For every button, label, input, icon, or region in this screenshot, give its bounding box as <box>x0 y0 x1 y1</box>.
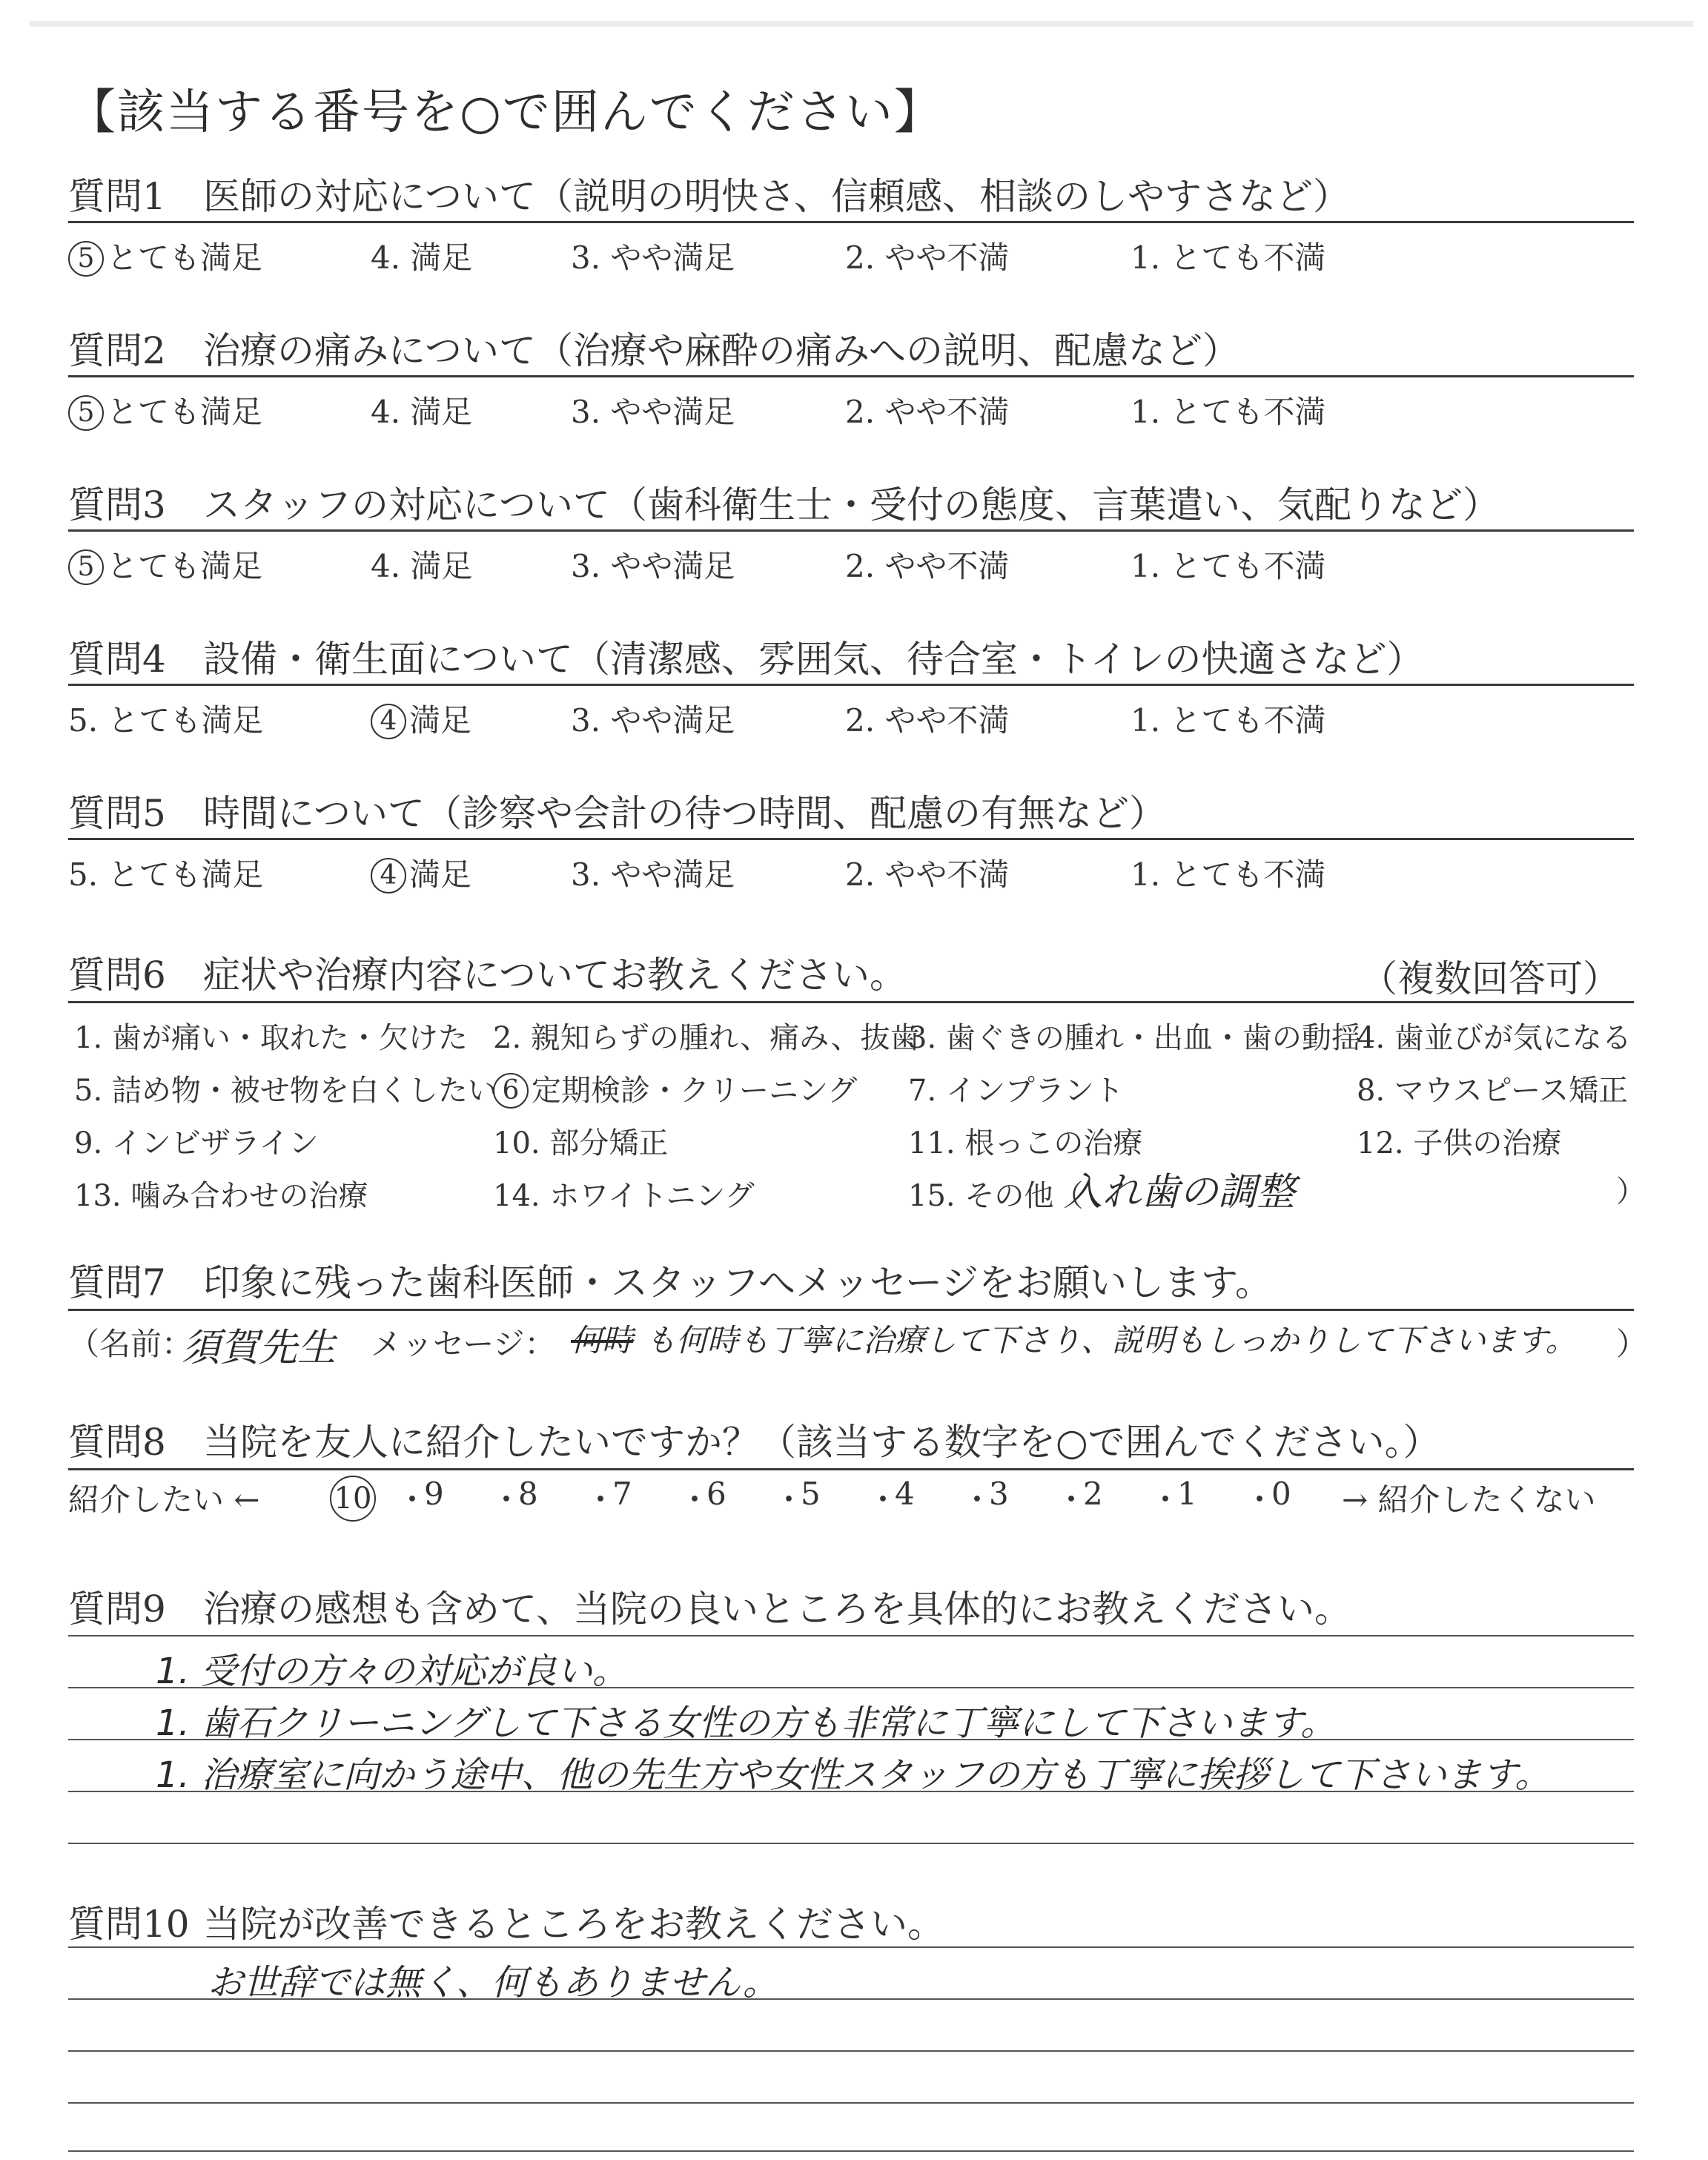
q10-line-1 <box>68 1946 1634 1948</box>
q8-scale-10 <box>330 1476 379 1522</box>
q9-answer-1: 1. 受付の方々の対応が良い。 <box>156 1651 629 1692</box>
q9-title <box>68 1579 1351 1633</box>
q5-text: 時間について（診察や会計の待つ時間、配慮の有無など） <box>203 792 1166 835</box>
q8-separator-dot: ・ <box>1244 1482 1276 1518</box>
q9-answer-2: 1. 歯石クリーニングして下さる女性の方も非常に丁寧にして下さいます。 <box>156 1702 1337 1744</box>
q9-line-1 <box>68 1635 1634 1636</box>
q6-other-answer: 入れ歯の調整 <box>1064 1170 1296 1215</box>
q4-label: 質問4 <box>68 638 166 681</box>
q5-label: 質問5 <box>68 792 166 835</box>
q1-option-text: とても満足 <box>107 240 263 276</box>
q6-label: 質問6 <box>68 954 166 997</box>
q6-option-4: 4. 歯並びが気になる <box>1357 1021 1632 1055</box>
q8-title <box>68 1413 1440 1466</box>
q2-text: 治療の痛みについて（治療や麻酔の痛みへの説明、配慮など） <box>203 329 1239 372</box>
q10-label: 質問10 <box>68 1903 190 1946</box>
q6-option-14: 14. ホワイトニング <box>493 1179 755 1213</box>
q7-message-struck: 何時 <box>571 1322 634 1358</box>
q10-line-4 <box>68 2102 1634 2104</box>
q8-scale-4: 4 <box>895 1476 915 1512</box>
q6-title <box>68 945 907 999</box>
q6-circle-mark: 6 <box>493 1073 529 1109</box>
q6-option-8: 8. マウスピース矯正 <box>1357 1074 1629 1108</box>
q4-option-text: 満足 <box>409 702 472 739</box>
q6-other-close: ） <box>1616 1175 1646 1209</box>
q1-option-1: 1. とても不満 <box>1131 240 1326 276</box>
q5-title <box>68 784 1166 837</box>
q1-option-3: 3. やや満足 <box>571 240 735 276</box>
q6-option-text: 定期検診・クリーニング <box>532 1074 858 1108</box>
q6-text: 症状や治療内容についてお教えください。 <box>203 954 907 997</box>
q3-option-4: 4. 満足 <box>371 548 473 584</box>
q5-circle-mark: 4 <box>371 858 406 894</box>
q6-option-1: 1. 歯が痛い・取れた・欠けた <box>74 1021 468 1055</box>
q4-rule <box>68 684 1634 686</box>
q3-option-3: 3. やや満足 <box>571 548 735 584</box>
q4-text: 設備・衛生面について（清潔感、雰囲気、待合室・トイレの快適さなど） <box>203 638 1424 681</box>
q6-option-10: 10. 部分矯正 <box>493 1126 669 1160</box>
q1-option-2: 2. やや不満 <box>845 240 1010 276</box>
q1-option-5 <box>68 234 262 278</box>
q5-option-5: 5. とても満足 <box>68 856 264 893</box>
q3-title <box>68 475 1500 529</box>
q8-scale-1: 1 <box>1177 1476 1197 1512</box>
q1-circle-mark: 5 <box>68 241 104 277</box>
q6-rule <box>68 1001 1634 1003</box>
q1-label: 質問1 <box>68 175 166 218</box>
q8-separator-dot: ・ <box>773 1482 805 1518</box>
q8-text: 当院を友人に紹介したいですか？（該当する数字を○で囲んでください。） <box>203 1421 1440 1464</box>
q8-scale-8: 8 <box>518 1476 538 1512</box>
q10-line-3 <box>68 2050 1634 2052</box>
q7-text: 印象に残った歯科医師・スタッフへメッセージをお願いします。 <box>203 1261 1272 1304</box>
q8-separator-dot: ・ <box>491 1482 523 1518</box>
q9-text: 治療の感想も含めて、当院の良いところを具体的にお教えください。 <box>203 1588 1351 1631</box>
page-title: 【該当する番号を○で囲んでください】 <box>68 85 943 140</box>
q5-option-4 <box>371 851 471 895</box>
q6-option-6 <box>493 1067 857 1109</box>
q9-answer-3: 1. 治療室に向かう途中、他の先生方や女性スタッフの方も丁寧に挨拶して下さいます。 <box>156 1754 1551 1796</box>
q4-option-2: 2. やや不満 <box>845 702 1010 739</box>
q8-scale-5: 5 <box>801 1476 821 1512</box>
top-border <box>30 21 1693 27</box>
q6-option-2: 2. 親知らずの腫れ、痛み、抜歯 <box>493 1021 920 1055</box>
q5-option-3: 3. やや満足 <box>571 856 735 893</box>
q4-option-4 <box>371 696 471 741</box>
q6-option-13: 13. 噛み合わせの治療 <box>74 1179 368 1213</box>
q3-text: スタッフの対応について（歯科衛生士・受付の態度、言葉遣い、気配りなど） <box>203 483 1500 526</box>
q10-line-5 <box>68 2150 1634 2152</box>
q8-right-label: → 紹介したくない <box>1342 1482 1596 1518</box>
q5-rule <box>68 838 1634 840</box>
q6-option-3: 3. 歯ぐきの腫れ・出血・歯の動揺 <box>908 1021 1361 1055</box>
q7-name-answer: 須賀先生 <box>182 1326 337 1370</box>
q2-option-2: 2. やや不満 <box>845 394 1010 430</box>
q2-option-3: 3. やや満足 <box>571 394 735 430</box>
q1-rule <box>68 221 1634 223</box>
q1-option-4: 4. 満足 <box>371 240 473 276</box>
q5-option-text: 満足 <box>409 856 472 893</box>
q6-option-7: 7. インプラント <box>908 1074 1124 1108</box>
q9-line-5 <box>68 1843 1634 1844</box>
q8-scale-6: 6 <box>706 1476 726 1512</box>
q7-title <box>68 1253 1272 1307</box>
q8-separator-dot: ・ <box>679 1482 711 1518</box>
q2-title <box>68 321 1239 374</box>
q8-scale-3: 3 <box>989 1476 1009 1512</box>
q3-option-text: とても満足 <box>107 548 263 584</box>
q8-circle-mark: 10 <box>330 1476 376 1522</box>
q1-text: 医師の対応について（説明の明快さ、信頼感、相談のしやすさなど） <box>203 175 1350 218</box>
q3-circle-mark: 5 <box>68 549 104 585</box>
q8-scale-9: 9 <box>424 1476 444 1512</box>
q10-title <box>68 1895 944 1948</box>
q2-circle-mark: 5 <box>68 395 104 431</box>
q5-option-2: 2. やや不満 <box>845 856 1010 893</box>
q5-option-1: 1. とても不満 <box>1131 856 1326 893</box>
q8-scale-7: 7 <box>612 1476 632 1512</box>
q8-scale-2: 2 <box>1083 1476 1103 1512</box>
q4-circle-mark: 4 <box>371 704 406 739</box>
q8-separator-dot: ・ <box>585 1482 617 1518</box>
q2-label: 質問2 <box>68 329 166 372</box>
q6-option-12: 12. 子供の治療 <box>1357 1126 1562 1160</box>
q2-option-4: 4. 満足 <box>371 394 473 430</box>
q6-option-11: 11. 根っこの治療 <box>908 1126 1143 1160</box>
q2-option-5 <box>68 388 262 432</box>
q7-close: ） <box>1616 1326 1648 1362</box>
q3-option-5 <box>68 542 262 587</box>
q8-rule <box>68 1468 1634 1470</box>
q8-separator-dot: ・ <box>1150 1482 1182 1518</box>
q1-title <box>68 167 1350 220</box>
q9-label: 質問9 <box>68 1588 166 1631</box>
q8-separator-dot: ・ <box>397 1482 428 1518</box>
q4-title <box>68 630 1424 683</box>
q7-message-label: メッセージ： <box>371 1326 556 1362</box>
q7-name-label: （名前： <box>68 1326 193 1362</box>
q8-label: 質問8 <box>68 1421 166 1464</box>
q4-option-3: 3. やや満足 <box>571 702 735 739</box>
q8-left-label: 紹介したい ← <box>68 1482 260 1518</box>
q8-scale-0: 0 <box>1271 1476 1291 1512</box>
q10-answer-1: お世辞では無く、何もありません。 <box>208 1962 778 2004</box>
q7-label: 質問7 <box>68 1261 166 1304</box>
q8-separator-dot: ・ <box>1056 1482 1088 1518</box>
q8-separator-dot: ・ <box>961 1482 993 1518</box>
q2-rule <box>68 375 1634 377</box>
q2-option-text: とても満足 <box>107 394 263 430</box>
q3-rule <box>68 529 1634 532</box>
q4-option-5: 5. とても満足 <box>68 702 264 739</box>
q7-message-answer: も何時も丁寧に治療して下さり、説明もしっかりして下さいます。 <box>645 1322 1577 1358</box>
q4-option-1: 1. とても不満 <box>1131 702 1326 739</box>
q3-label: 質問3 <box>68 483 166 526</box>
q7-rule <box>68 1309 1634 1311</box>
q6-option-5: 5. 詰め物・被せ物を白くしたい <box>74 1074 497 1108</box>
q8-separator-dot: ・ <box>867 1482 899 1518</box>
q6-option-15: 15. その他（ <box>908 1179 1084 1213</box>
q6-multiple-note: （複数回答可） <box>1360 957 1620 1000</box>
q6-option-9: 9. インビザライン <box>74 1126 319 1160</box>
q10-text: 当院が改善できるところをお教えください。 <box>203 1903 944 1946</box>
q3-option-1: 1. とても不満 <box>1131 548 1326 584</box>
q2-option-1: 1. とても不満 <box>1131 394 1326 430</box>
q3-option-2: 2. やや不満 <box>845 548 1010 584</box>
